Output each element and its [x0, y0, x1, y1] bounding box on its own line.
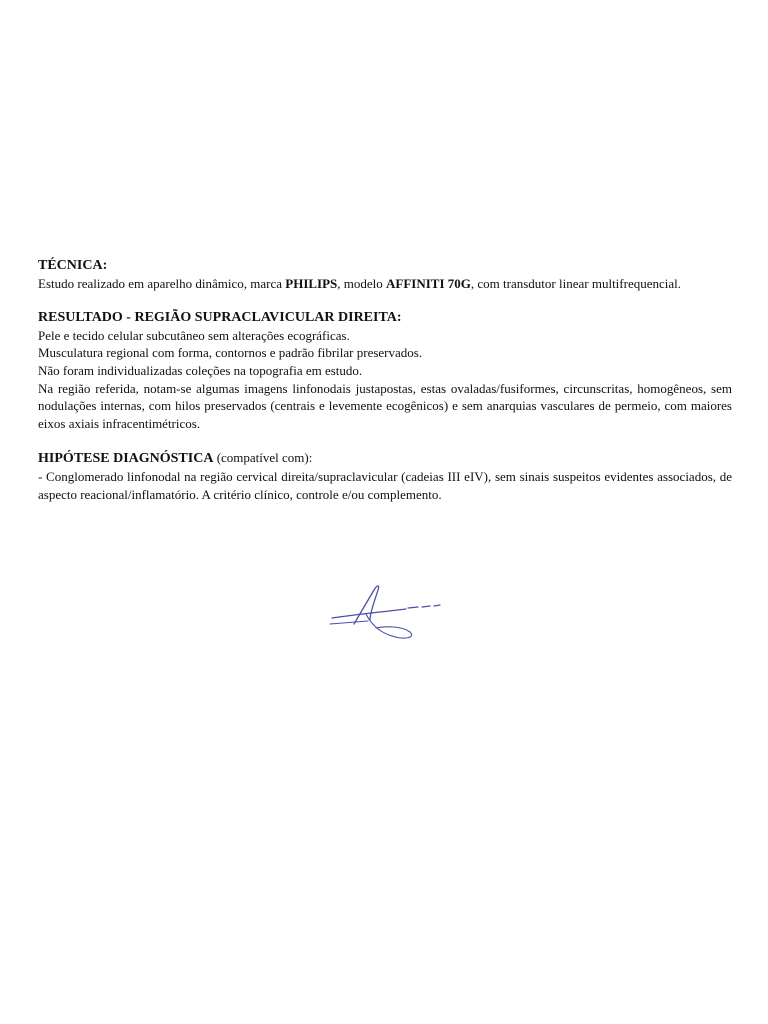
hipotese-title-suffix: (compatível com):: [213, 450, 313, 466]
hipotese-section: [38, 449, 732, 503]
resultado-line: Na região referida, notam-se algumas imagens linfonodais justapostas, estas ovaladas/fusiformes, circunscritas, homogêneos, sem nodulações internas, com hilos preservados (centrais e levemente ecogênicos) e sem anarquias vasculares de permeio, com maiores eixos axiais infracentimétricos.: [38, 380, 732, 431]
hipotese-heading: [38, 449, 732, 468]
resultado-title: RESULTADO - REGIÃO SUPRACLAVICULAR DIREITA:: [38, 310, 402, 326]
tecnica-text-part1: Estudo realizado em aparelho dinâmico, marca: [38, 275, 286, 291]
resultado-line: Pele e tecido celular subcutâneo sem alterações ecográficas.: [38, 327, 350, 343]
signature-strokes: [330, 586, 440, 638]
hipotese-title: HIPÓTESE DIAGNÓSTICA: [38, 451, 214, 467]
resultado-line: Não foram individualizadas coleções na topografia em estudo.: [38, 362, 363, 378]
hipotese-text: - Conglomerado linfonodal na região cervical direita/supraclavicular (cadeias III eIV), sem sinais suspeitos evidentes associados, de aspecto reacional/inflamatório. A critério clínico, controle e/ou complemento.: [38, 468, 732, 502]
section-spacer: [38, 432, 732, 449]
section-spacer: [38, 292, 732, 309]
tecnica-section: [38, 257, 732, 292]
tecnica-text-part3: , com transdutor linear multifrequencial.: [470, 275, 682, 291]
tecnica-text-part2: , modelo: [337, 275, 387, 291]
resultado-section: [38, 309, 732, 432]
tecnica-brand: PHILIPS: [285, 275, 338, 291]
tecnica-text: [38, 275, 732, 293]
handwritten-signature-icon: [326, 580, 442, 644]
tecnica-title: TÉCNICA:: [38, 258, 108, 273]
tecnica-model: AFFINITI 70G: [386, 275, 471, 291]
report-body: [38, 257, 732, 503]
resultado-line: Musculatura regional com forma, contornos e padrão fibrilar preservados.: [38, 345, 423, 361]
